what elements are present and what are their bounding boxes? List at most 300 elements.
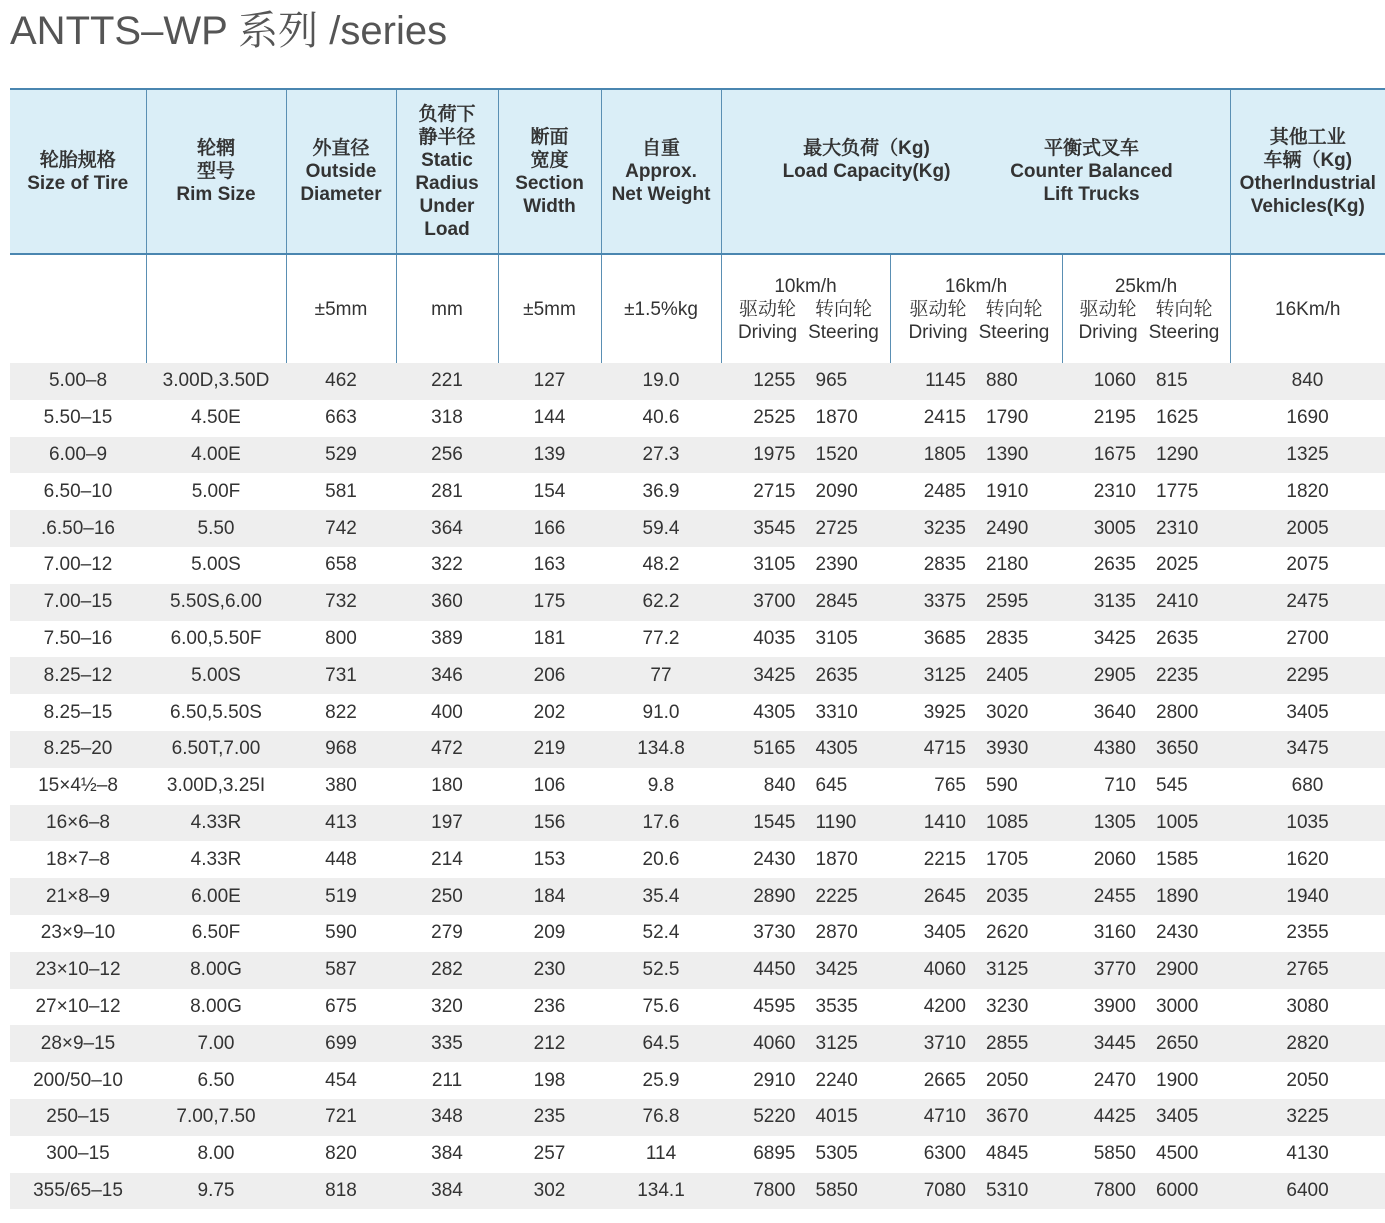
rim-cell: 6.50F [146, 915, 286, 952]
other-vehicles-cell: 3080 [1230, 989, 1385, 1026]
steer-cn-label: 转向轮 [985, 298, 1043, 320]
steering-value: 4015 [815, 1106, 858, 1128]
outside-diameter-cell: 742 [286, 510, 396, 547]
header-line: 型号 [196, 161, 235, 182]
header-line: Net Weight [611, 184, 711, 205]
driving-value: 3925 [923, 701, 966, 723]
drive-en-label: Driving [908, 321, 968, 343]
section-width-cell: 127 [498, 363, 601, 400]
header-line: Size of Tire [27, 172, 129, 194]
table-row [10, 584, 1385, 621]
table-row [10, 805, 1385, 842]
rim-cell: 4.33R [146, 805, 286, 842]
load-16kmh-cell [890, 1173, 1062, 1210]
load-16kmh-cell [890, 473, 1062, 510]
load-16kmh-cell [890, 1136, 1062, 1173]
size-cell: 300–15 [10, 1136, 146, 1173]
outside-diameter-cell: 413 [286, 805, 396, 842]
driving-value: 4595 [753, 995, 796, 1017]
header-load-capacity [721, 89, 1230, 254]
header-outside-diameter [286, 89, 396, 254]
table-row [10, 731, 1385, 768]
other-vehicles-cell: 2355 [1230, 915, 1385, 952]
driving-value: 4450 [753, 959, 796, 981]
load-16kmh-cell [890, 584, 1062, 621]
driving-value: 4380 [1093, 738, 1136, 760]
driving-value: 2215 [923, 848, 966, 870]
section-width-cell: 181 [498, 621, 601, 658]
other-vehicles-cell: 2295 [1230, 657, 1385, 694]
driving-value: 4060 [923, 959, 966, 981]
driving-value: 3005 [1093, 517, 1136, 539]
load-25kmh-cell [1062, 1173, 1230, 1210]
units-size-of-tire [10, 254, 146, 363]
load-25kmh-cell [1062, 731, 1230, 768]
driving-value: 4035 [753, 627, 796, 649]
load-25kmh-cell [1062, 768, 1230, 805]
load-10kmh-cell [721, 878, 890, 915]
outside-diameter-cell: 380 [286, 768, 396, 805]
net-weight-cell: 9.8 [601, 768, 721, 805]
steering-value: 2310 [1156, 517, 1199, 539]
load-16kmh-cell [890, 1099, 1062, 1136]
table-row [10, 473, 1385, 510]
driving-value: 3375 [923, 591, 966, 613]
driving-value: 7800 [753, 1179, 796, 1201]
net-weight-cell: 27.3 [601, 437, 721, 474]
size-cell: 8.25–20 [10, 731, 146, 768]
table-row [10, 510, 1385, 547]
steering-value: 3000 [1156, 995, 1199, 1017]
size-cell: 28×9–15 [10, 1025, 146, 1062]
driving-value: 1255 [753, 370, 796, 392]
load-10kmh-cell [721, 768, 890, 805]
load-16kmh-cell [890, 731, 1062, 768]
driving-value: 2060 [1093, 848, 1136, 870]
driving-value: 1805 [923, 443, 966, 465]
steering-value: 1870 [815, 407, 858, 429]
driving-value: 4060 [753, 1032, 796, 1054]
steering-value: 6000 [1156, 1179, 1199, 1201]
steering-value: 2870 [815, 922, 858, 944]
drive-cn-label: 驱动轮 [909, 298, 967, 320]
load-16kmh-cell [890, 805, 1062, 842]
rim-cell: 4.33R [146, 841, 286, 878]
rim-cell: 9.75 [146, 1173, 286, 1210]
speed-16-label: 16km/h [944, 275, 1008, 297]
steering-value: 5850 [815, 1179, 858, 1201]
size-cell: 27×10–12 [10, 989, 146, 1026]
driving-value: 3405 [923, 922, 966, 944]
steering-value: 2225 [815, 885, 858, 907]
steering-value: 1190 [815, 811, 857, 833]
steering-value: 2240 [815, 1069, 858, 1091]
size-cell: 21×8–9 [10, 878, 146, 915]
section-width-cell: 198 [498, 1062, 601, 1099]
size-cell: 6.00–9 [10, 437, 146, 474]
steering-value: 1625 [1156, 407, 1199, 429]
driving-value: 5165 [753, 738, 796, 760]
load-16kmh-cell [890, 915, 1062, 952]
other-vehicles-cell: 1325 [1230, 437, 1385, 474]
steering-value: 2855 [986, 1032, 1029, 1054]
header-line: 自重 [641, 138, 680, 159]
driving-value: 4715 [923, 738, 966, 760]
driving-value: 3125 [923, 664, 966, 686]
units-static-radius: mm [396, 254, 498, 363]
load-25kmh-cell [1062, 878, 1230, 915]
load-10kmh-cell [721, 731, 890, 768]
load-10kmh-cell [721, 437, 890, 474]
steering-value: 2725 [815, 517, 858, 539]
other-vehicles-cell: 1690 [1230, 400, 1385, 437]
load-10kmh-cell [721, 1099, 890, 1136]
section-width-cell: 257 [498, 1136, 601, 1173]
outside-diameter-cell: 800 [286, 621, 396, 658]
steering-value: 2595 [986, 591, 1029, 613]
driving-value: 1305 [1093, 811, 1136, 833]
table-row [10, 437, 1385, 474]
header-section-width [498, 89, 601, 254]
other-vehicles-cell: 6400 [1230, 1173, 1385, 1210]
driving-value: 5220 [753, 1106, 796, 1128]
header-line: Outside [305, 161, 377, 182]
rim-cell: 6.50,5.50S [146, 694, 286, 731]
load-10kmh-cell [721, 547, 890, 584]
other-vehicles-cell: 2075 [1230, 547, 1385, 584]
table-row [10, 768, 1385, 805]
steering-value: 3230 [986, 995, 1029, 1017]
outside-diameter-cell: 732 [286, 584, 396, 621]
header-line: OtherIndustrial [1239, 172, 1376, 194]
other-vehicles-cell: 2820 [1230, 1025, 1385, 1062]
load-10kmh-cell [721, 915, 890, 952]
steering-value: 2090 [815, 480, 858, 502]
outside-diameter-cell: 462 [286, 363, 396, 400]
driving-value: 1145 [925, 370, 966, 392]
steering-value: 1900 [1156, 1069, 1199, 1091]
load-25kmh-cell [1062, 363, 1230, 400]
load-25kmh-cell [1062, 510, 1230, 547]
driving-value: 2715 [753, 480, 796, 502]
steering-value: 1790 [986, 407, 1029, 429]
steering-value: 3405 [1156, 1106, 1199, 1128]
units-row [10, 254, 1385, 363]
header-net-weight [601, 89, 721, 254]
table-row [10, 547, 1385, 584]
section-width-cell: 139 [498, 437, 601, 474]
header-line: Under [419, 195, 475, 217]
rim-cell: 6.50 [146, 1062, 286, 1099]
net-weight-cell: 48.2 [601, 547, 721, 584]
other-vehicles-cell: 1940 [1230, 878, 1385, 915]
units-section-width: ±5mm [498, 254, 601, 363]
load-25kmh-cell [1062, 657, 1230, 694]
driving-value: 2415 [923, 407, 966, 429]
header-line: 宽度 [530, 149, 569, 171]
load-10kmh-cell [721, 952, 890, 989]
rim-cell: 6.50T,7.00 [146, 731, 286, 768]
steering-value: 1520 [815, 443, 858, 465]
outside-diameter-cell: 818 [286, 1173, 396, 1210]
load-10kmh-cell [721, 473, 890, 510]
steering-value: 2835 [986, 627, 1029, 649]
header-line: Vehicles(Kg) [1250, 195, 1365, 217]
header-line: Radius [415, 172, 479, 194]
steering-value: 2800 [1156, 701, 1199, 723]
header-line: Counter Balanced [1010, 161, 1173, 182]
header-rim-size [146, 89, 286, 254]
steering-value: 3930 [986, 738, 1029, 760]
table-row [10, 363, 1385, 400]
steering-value: 4500 [1156, 1143, 1199, 1165]
static-radius-cell: 389 [396, 621, 498, 658]
driving-value: 2905 [1093, 664, 1136, 686]
size-cell: 23×9–10 [10, 915, 146, 952]
driving-value: 1545 [753, 811, 796, 833]
steering-value: 1085 [986, 811, 1029, 833]
outside-diameter-cell: 529 [286, 437, 396, 474]
load-25kmh-cell [1062, 1062, 1230, 1099]
driving-value: 3105 [753, 554, 796, 576]
size-cell: 250–15 [10, 1099, 146, 1136]
table-row [10, 878, 1385, 915]
section-width-cell: 202 [498, 694, 601, 731]
steering-value: 1290 [1156, 443, 1199, 465]
table-row [10, 989, 1385, 1026]
steering-value: 590 [986, 775, 1018, 797]
section-width-cell: 163 [498, 547, 601, 584]
table-row [10, 841, 1385, 878]
steering-value: 3535 [815, 995, 858, 1017]
section-width-cell: 219 [498, 731, 601, 768]
units-speed-10 [721, 254, 890, 363]
driving-value: 7800 [1093, 1179, 1136, 1201]
units-outside-diameter: ±5mm [286, 254, 396, 363]
load-10kmh-cell [721, 657, 890, 694]
outside-diameter-cell: 581 [286, 473, 396, 510]
other-vehicles-cell: 2050 [1230, 1062, 1385, 1099]
other-vehicles-cell: 840 [1230, 363, 1385, 400]
driving-value: 4305 [753, 701, 796, 723]
load-10kmh-cell [721, 841, 890, 878]
steering-value: 645 [815, 775, 848, 797]
steering-value: 1005 [1156, 811, 1199, 833]
driving-value: 3770 [1093, 959, 1136, 981]
steering-value: 2235 [1156, 664, 1199, 686]
net-weight-cell: 35.4 [601, 878, 721, 915]
load-25kmh-cell [1062, 473, 1230, 510]
static-radius-cell: 335 [396, 1025, 498, 1062]
header-other-vehicles [1230, 89, 1385, 254]
size-cell: 5.00–8 [10, 363, 146, 400]
steering-value: 1910 [986, 480, 1029, 502]
other-vehicles-cell: 1820 [1230, 473, 1385, 510]
steering-value: 1775 [1156, 480, 1199, 502]
steer-en-label: Steering [1148, 321, 1220, 343]
outside-diameter-cell: 663 [286, 400, 396, 437]
static-radius-cell: 320 [396, 989, 498, 1026]
load-16kmh-cell [890, 768, 1062, 805]
static-radius-cell: 472 [396, 731, 498, 768]
load-25kmh-cell [1062, 694, 1230, 731]
load-25kmh-cell [1062, 584, 1230, 621]
driving-value: 3235 [923, 517, 966, 539]
load-10kmh-cell [721, 621, 890, 658]
header-line: 断面 [530, 126, 569, 148]
other-vehicles-cell: 2005 [1230, 510, 1385, 547]
counter-balanced-label [997, 137, 1187, 206]
driving-value: 2910 [753, 1069, 796, 1091]
steering-value: 2050 [986, 1069, 1029, 1091]
load-10kmh-cell [721, 510, 890, 547]
header-size-of-tire [10, 89, 146, 254]
driving-value: 2635 [1093, 554, 1136, 576]
driving-value: 4425 [1093, 1106, 1136, 1128]
rim-cell: 5.50S,6.00 [146, 584, 286, 621]
driving-value: 4710 [923, 1106, 966, 1128]
net-weight-cell: 62.2 [601, 584, 721, 621]
static-radius-cell: 384 [396, 1173, 498, 1210]
steering-value: 1390 [986, 443, 1029, 465]
driving-value: 3425 [1093, 627, 1136, 649]
load-16kmh-cell [890, 510, 1062, 547]
load-10kmh-cell [721, 1025, 890, 1062]
steering-value: 2025 [1156, 554, 1199, 576]
header-line: 车辆（Kg) [1263, 149, 1353, 171]
steering-value: 3310 [815, 701, 858, 723]
load-25kmh-cell [1062, 437, 1230, 474]
net-weight-cell: 40.6 [601, 400, 721, 437]
rim-cell: 5.50 [146, 510, 286, 547]
steering-value: 1705 [986, 848, 1029, 870]
static-radius-cell: 221 [396, 363, 498, 400]
steering-value: 2405 [986, 664, 1029, 686]
net-weight-cell: 134.1 [601, 1173, 721, 1210]
steer-en-label: Steering [808, 321, 879, 343]
steering-value: 2635 [815, 664, 858, 686]
net-weight-cell: 52.4 [601, 915, 721, 952]
section-width-cell: 230 [498, 952, 601, 989]
outside-diameter-cell: 675 [286, 989, 396, 1026]
section-width-cell: 106 [498, 768, 601, 805]
size-cell: 7.00–15 [10, 584, 146, 621]
header-row [10, 89, 1385, 254]
steering-value: 3650 [1156, 738, 1199, 760]
load-16kmh-cell [890, 989, 1062, 1026]
driving-value: 1060 [1093, 370, 1136, 392]
size-cell: 23×10–12 [10, 952, 146, 989]
drive-en-label: Driving [737, 321, 798, 343]
table-row [10, 1025, 1385, 1062]
driving-value: 4200 [923, 995, 966, 1017]
other-vehicles-cell: 4130 [1230, 1136, 1385, 1173]
static-radius-cell: 214 [396, 841, 498, 878]
rim-cell: 3.00D,3.50D [146, 363, 286, 400]
units-speed-25 [1062, 254, 1230, 363]
steering-value: 3125 [815, 1032, 858, 1054]
steering-value: 3425 [815, 959, 858, 981]
header-line: 轮胎规格 [39, 149, 116, 171]
section-width-cell: 175 [498, 584, 601, 621]
net-weight-cell: 25.9 [601, 1062, 721, 1099]
steering-value: 1870 [815, 848, 858, 870]
steering-value: 3125 [986, 959, 1029, 981]
steering-value: 2180 [986, 554, 1029, 576]
load-10kmh-cell [721, 1136, 890, 1173]
table-row [10, 694, 1385, 731]
table-row [10, 915, 1385, 952]
driving-value: 7080 [923, 1179, 966, 1201]
rim-cell: 5.00F [146, 473, 286, 510]
driving-value: 5850 [1093, 1143, 1136, 1165]
net-weight-cell: 134.8 [601, 731, 721, 768]
driving-value: 3425 [753, 664, 796, 686]
header-line: 静半径 [418, 126, 476, 148]
static-radius-cell: 364 [396, 510, 498, 547]
driving-value: 2835 [923, 554, 966, 576]
driving-value: 765 [934, 775, 966, 797]
size-cell: 8.25–12 [10, 657, 146, 694]
section-width-cell: 156 [498, 805, 601, 842]
size-cell: 355/65–15 [10, 1173, 146, 1210]
steer-en-label: Steering [978, 321, 1050, 343]
section-width-cell: 302 [498, 1173, 601, 1210]
net-weight-cell: 19.0 [601, 363, 721, 400]
page-title: ANTTS–WP 系列 /series [10, 9, 448, 53]
table-row [10, 1136, 1385, 1173]
driving-value: 3445 [1093, 1032, 1136, 1054]
net-weight-cell: 75.6 [601, 989, 721, 1026]
header-line: Width [523, 195, 576, 217]
rim-cell: 4.50E [146, 400, 286, 437]
table-row [10, 1099, 1385, 1136]
rim-cell: 6.00E [146, 878, 286, 915]
outside-diameter-cell: 968 [286, 731, 396, 768]
size-cell: 6.50–10 [10, 473, 146, 510]
steering-value: 4305 [815, 738, 858, 760]
header-line: Lift Trucks [1043, 184, 1140, 205]
header-line: 轮辋 [196, 138, 235, 159]
driving-value: 2890 [753, 885, 796, 907]
net-weight-cell: 91.0 [601, 694, 721, 731]
driving-value: 3545 [753, 517, 796, 539]
steering-value: 2430 [1156, 922, 1199, 944]
load-16kmh-cell [890, 841, 1062, 878]
load-10kmh-cell [721, 989, 890, 1026]
steering-value: 3670 [986, 1106, 1029, 1128]
outside-diameter-cell: 822 [286, 694, 396, 731]
table-row [10, 1062, 1385, 1099]
load-16kmh-cell [890, 363, 1062, 400]
static-radius-cell: 360 [396, 584, 498, 621]
section-width-cell: 153 [498, 841, 601, 878]
net-weight-cell: 59.4 [601, 510, 721, 547]
static-radius-cell: 256 [396, 437, 498, 474]
net-weight-cell: 64.5 [601, 1025, 721, 1062]
rim-cell: 7.00 [146, 1025, 286, 1062]
load-10kmh-cell [721, 1062, 890, 1099]
header-line: 最大负荷（Kg) [803, 138, 930, 159]
driving-value: 2195 [1093, 407, 1136, 429]
header-line: Approx. [625, 161, 697, 182]
net-weight-cell: 114 [601, 1136, 721, 1173]
steering-value: 1585 [1156, 848, 1199, 870]
driving-value: 1675 [1093, 443, 1136, 465]
load-16kmh-cell [890, 400, 1062, 437]
header-line: 其他工业 [1269, 126, 1346, 148]
table-row [10, 621, 1385, 658]
